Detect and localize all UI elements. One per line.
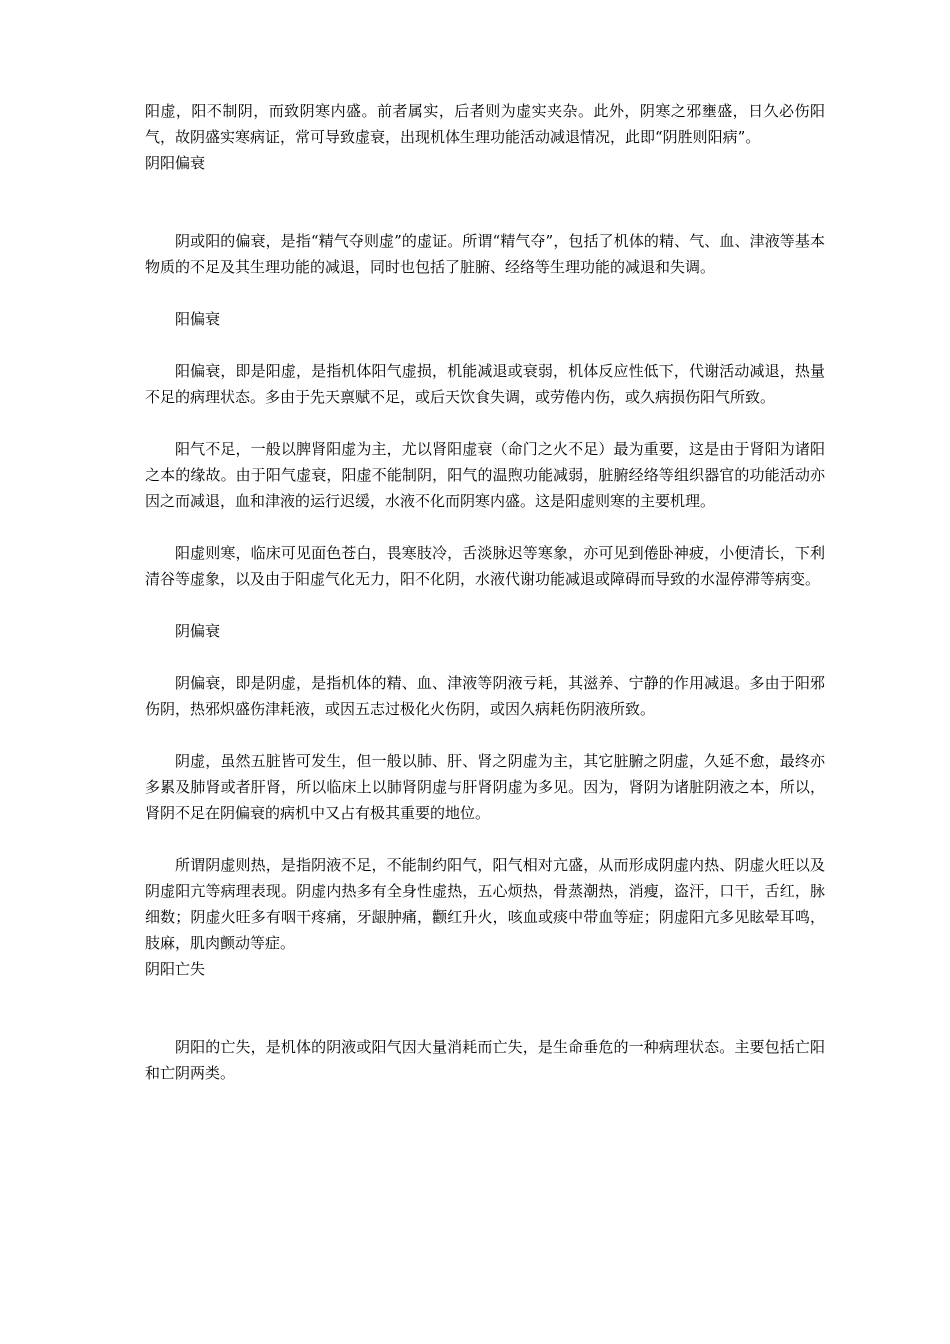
section-heading-yinyang-wangshi: 阴阳亡失 xyxy=(145,960,206,978)
spacer xyxy=(145,176,825,228)
spacer xyxy=(145,644,825,670)
intro-continuation-paragraph: 阳虚，阳不制阴，而致阴寒内盛。前者属实，后者则为虚实夹杂。此外，阴寒之邪壅盛，日久必伤阳气，故阴盛实寒病证，常可导致虚衰，出现机体生理功能活动减退情况，此即“阴胜则阳病”。 xyxy=(145,102,825,146)
spacer xyxy=(145,592,825,618)
subheading-yang-pianshuai: 阳偏衰 xyxy=(175,310,221,328)
sub2-paragraph-1: 阴偏衰，即是阴虚，是指机体的精、血、津液等阴液亏耗，其滋养、宁静的作用减退。多由于阳邪伤阴，热邪炽盛伤津耗液，或因五志过极化火伤阴，或因久病耗伤阴液所致。 xyxy=(145,674,825,718)
sub1-paragraph-2: 阳气不足，一般以脾肾阳虚为主，尤以肾阳虚衰（命门之火不足）最为重要，这是由于肾阳为诸阳之本的缘故。由于阳气虚衰，阳虚不能制阴，阳气的温煦功能减弱，脏腑经络等组织器官的功能活动亦因之而减退，血和津液的运行迟缓，水液不化而阴寒内盛。这是阳虚则寒的主要机理。 xyxy=(145,440,825,510)
section1-paragraph-1: 阴或阳的偏衰，是指“精气夺则虚”的虚证。所谓“精气夺”，包括了机体的精、气、血、津液等基本物质的不足及其生理功能的减退，同时也包括了脏腑、经络等生理功能的减退和失调。 xyxy=(145,232,825,276)
sub2-paragraph-3: 所谓阴虚则热，是指阴液不足，不能制约阳气，阳气相对亢盛，从而形成阴虚内热、阴虚火旺以及阴虚阳亢等病理表现。阴虚内热多有全身性虚热，五心烦热，骨蒸潮热，消瘦，盗汗，口干，舌红，脉细数；阴虚火旺多有咽干疼痛，牙龈肿痛，颧红升火，咳血或痰中带血等症；阴虚阳亢多见眩晕耳鸣，肢麻，肌肉颤动等症。 xyxy=(145,856,825,952)
section-heading-yinyang-pianshuai: 阴阳偏衰 xyxy=(145,154,206,172)
subheading-yin-pianshuai: 阴偏衰 xyxy=(175,622,221,640)
section2-paragraph-1: 阴阳的亡失，是机体的阴液或阳气因大量消耗而亡失，是生命垂危的一种病理状态。主要包括亡阳和亡阴两类。 xyxy=(145,1038,825,1082)
spacer xyxy=(145,280,825,306)
spacer xyxy=(145,514,825,540)
sub1-paragraph-1: 阳偏衰，即是阳虚，是指机体阳气虚损，机能减退或衰弱，机体反应性低下，代谢活动减退，热量不足的病理状态。多由于先天禀赋不足，或后天饮食失调，或劳倦内伤，或久病损伤阳气所致。 xyxy=(145,362,825,406)
spacer xyxy=(145,410,825,436)
document-body xyxy=(145,98,825,1086)
sub1-paragraph-3: 阳虚则寒，临床可见面色苍白，畏寒肢冷，舌淡脉迟等寒象，亦可见到倦卧神疲，小便清长，下利清谷等虚象，以及由于阳虚气化无力，阳不化阴，水液代谢功能减退或障碍而导致的水湿停滞等病变。 xyxy=(145,544,825,588)
spacer xyxy=(145,826,825,852)
spacer xyxy=(145,332,825,358)
spacer xyxy=(145,722,825,748)
spacer xyxy=(145,982,825,1034)
sub2-paragraph-2: 阴虚，虽然五脏皆可发生，但一般以肺、肝、肾之阴虚为主，其它脏腑之阴虚，久延不愈，最终亦多累及肺肾或者肝肾，所以临床上以肺肾阴虚与肝肾阴虚为多见。因为，肾阴为诸脏阴液之本，所以，肾阴不足在阴偏衰的病机中又占有极其重要的地位。 xyxy=(145,752,825,822)
